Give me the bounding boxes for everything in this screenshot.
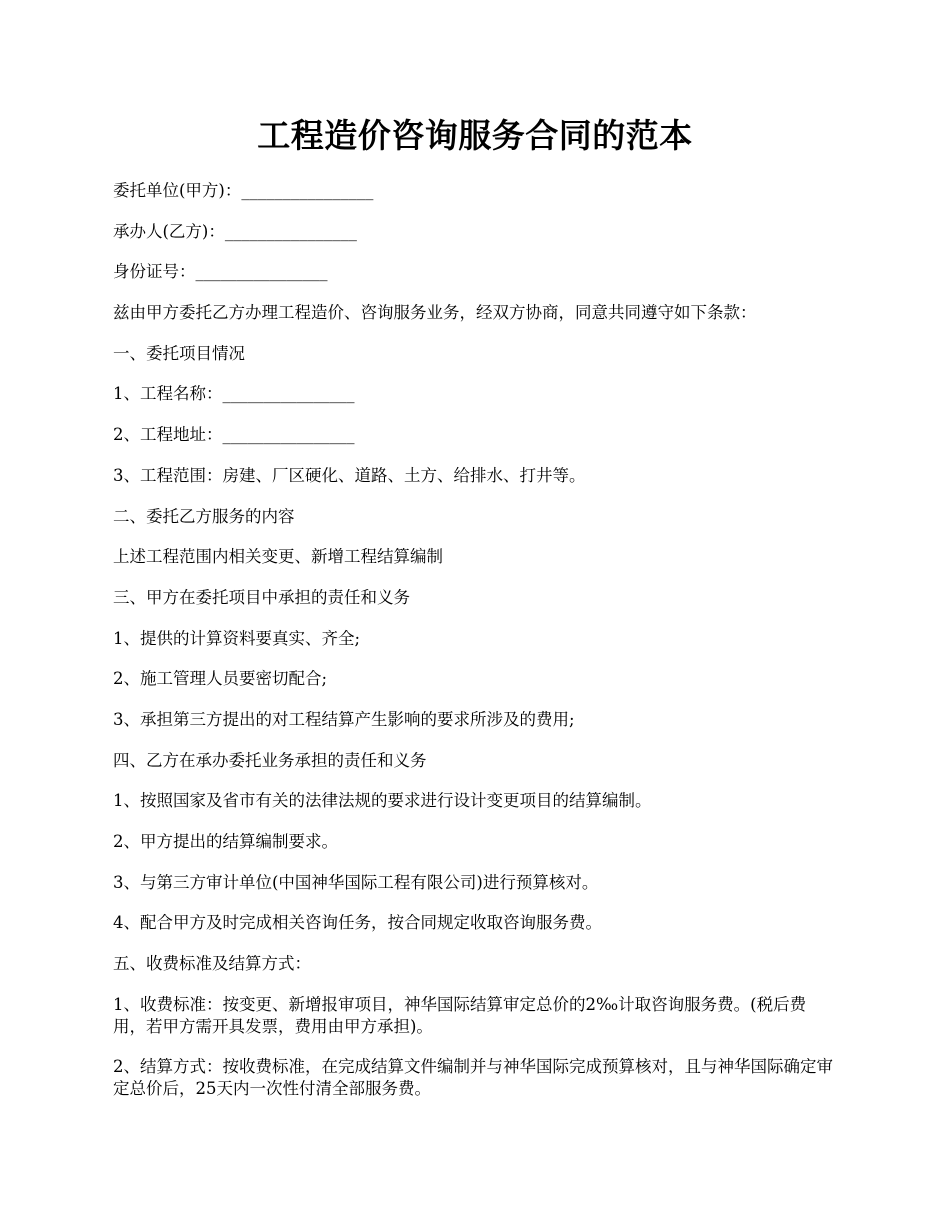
settlement-method-paragraph: 2、结算方式：按收费标准，在完成结算文件编制并与神华国际完成预算核对，且与神华国际确定审定总价后，25天内一次性付清全部服务费。 — [113, 1057, 833, 1099]
section-heading-1: 一、委托项目情况 — [113, 343, 245, 363]
section-heading-4: 四、乙方在承办委托业务承担的责任和义务 — [113, 750, 427, 770]
party-a-duty-1: 1、提供的计算资料要真实、齐全; — [113, 628, 361, 648]
document-body — [113, 180, 838, 1119]
party-b-duty-3: 3、与第三方审计单位(中国神华国际工程有限公司)进行预算核对。 — [113, 872, 599, 892]
section-heading-5: 五、收费标准及结算方式： — [113, 954, 311, 974]
party-b-duty-2: 2、甲方提出的结算编制要求。 — [113, 832, 338, 851]
fee-standard-paragraph: 1、收费标准：按变更、新增报审项目，神华国际结算审定总价的2‰计取咨询服务费。(税后费用，若甲方需开具发票，费用由甲方承担)。 — [113, 994, 807, 1036]
project-scope-line: 3、工程范围：房建、厂区硬化、道路、土方、给排水、打井等。 — [113, 465, 586, 485]
section-heading-2: 二、委托乙方服务的内容 — [113, 506, 295, 526]
client-unit-line: 委托单位(甲方)：________________ — [113, 181, 374, 200]
id-number-line: 身份证号：________________ — [113, 262, 328, 282]
project-address-line: 2、工程地址：________________ — [113, 425, 355, 445]
project-name-line: 1、工程名称：________________ — [113, 384, 355, 404]
section-heading-3: 三、甲方在委托项目中承担的责任和义务 — [113, 587, 410, 607]
party-a-duty-2: 2、施工管理人员要密切配合; — [113, 669, 328, 689]
party-b-duty-1: 1、按照国家及省市有关的法律法规的要求进行设计变更项目的结算编制。 — [113, 791, 652, 811]
party-b-duty-4: 4、配合甲方及时完成相关咨询任务，按合同规定收取咨询服务费。 — [113, 913, 602, 933]
party-a-duty-3: 3、承担第三方提出的对工程结算产生影响的要求所涉及的费用; — [113, 709, 575, 729]
preamble-line: 兹由甲方委托乙方办理工程造价、咨询服务业务，经双方协商，同意共同遵守如下条款： — [113, 303, 757, 323]
document-title: 工程造价咨询服务合同的范本 — [257, 116, 693, 155]
contractor-line: 承办人(乙方)：________________ — [113, 221, 357, 241]
service-content-line: 上述工程范围内相关变更、新增工程结算编制 — [113, 547, 443, 567]
